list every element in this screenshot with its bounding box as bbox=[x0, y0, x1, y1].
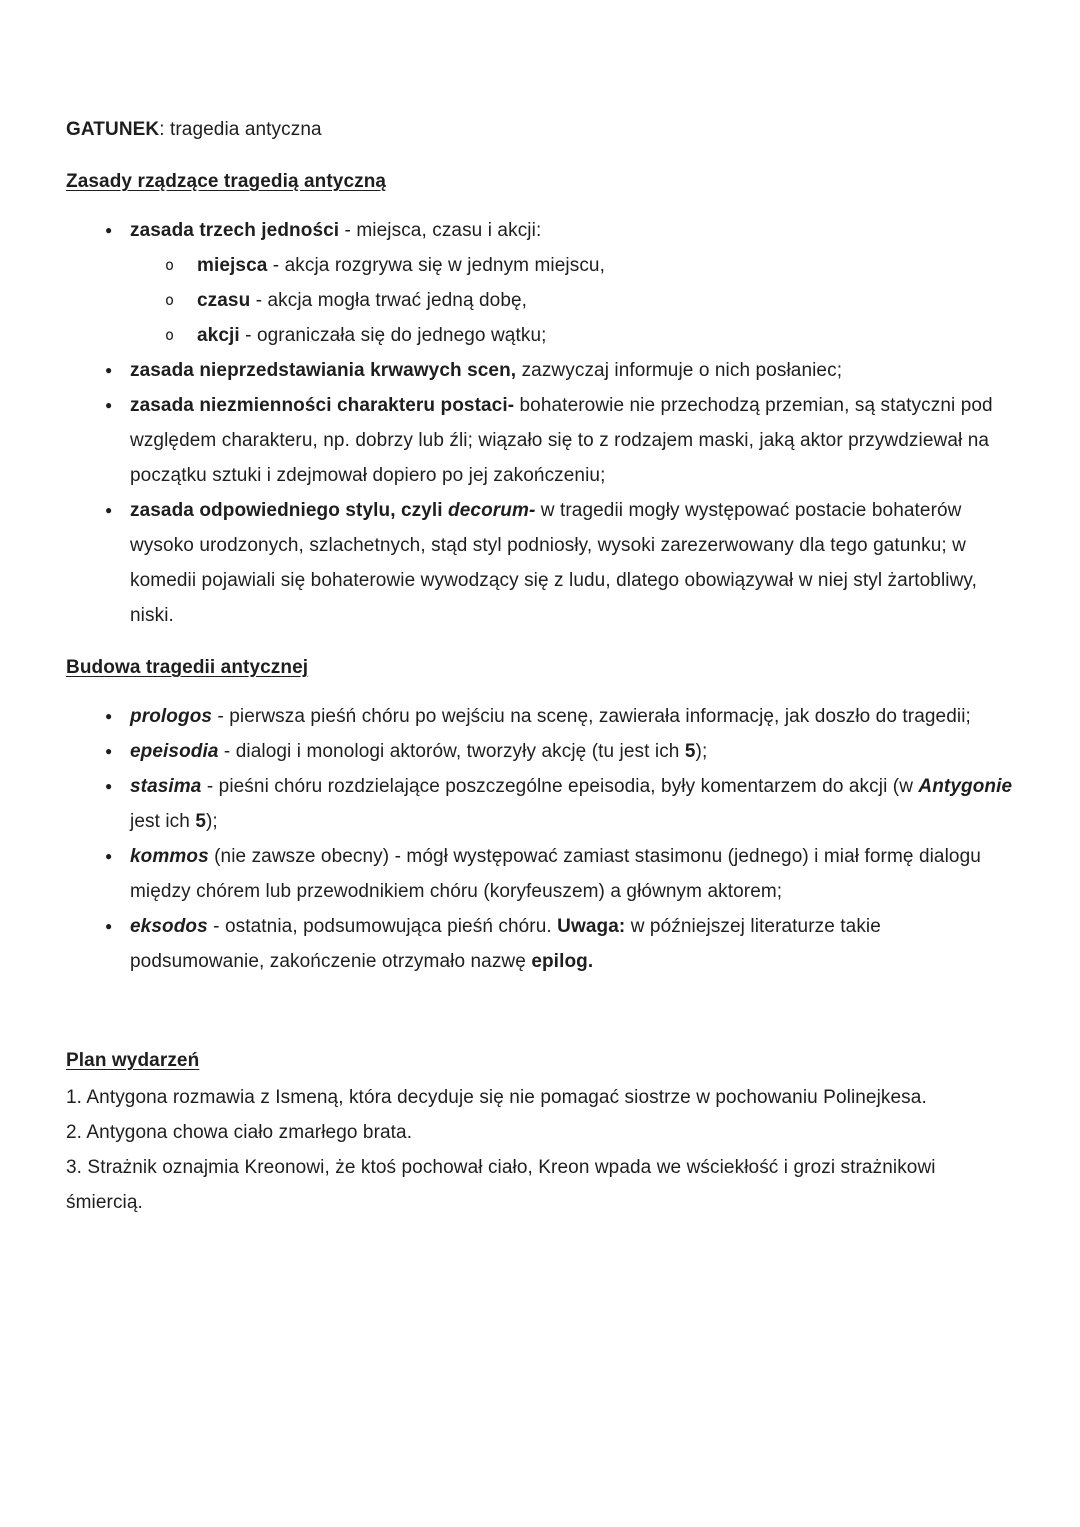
sub-list-item-text bbox=[197, 318, 1014, 353]
text-run: Uwaga: bbox=[557, 916, 626, 937]
text-run: zasada trzech jedności bbox=[130, 220, 340, 241]
list-item-text bbox=[130, 734, 1014, 769]
sub-list-item bbox=[165, 318, 1014, 353]
text-run: jest ich bbox=[130, 811, 196, 832]
list-item-text bbox=[130, 493, 1014, 633]
plan-paragraphs bbox=[66, 1080, 1014, 1220]
text-run: zasada odpowiedniego stylu, czyli bbox=[130, 500, 449, 521]
text-run: akcji bbox=[197, 325, 240, 346]
list-item-text bbox=[130, 839, 1014, 909]
genre-line bbox=[66, 112, 1014, 147]
sub-list-item-text bbox=[197, 248, 1014, 283]
plan-item: 2. Antygona chowa ciało zmarłego brata. bbox=[66, 1122, 413, 1143]
text-run: prologos bbox=[130, 706, 213, 727]
list-item bbox=[66, 493, 1014, 633]
text-run: epeisodia bbox=[130, 741, 219, 762]
bullet-disc-icon: ● bbox=[105, 849, 113, 863]
list-item-text bbox=[130, 388, 1014, 493]
text-run: miejsca bbox=[197, 255, 268, 276]
text-run: zazwyczaj informuje o nich posłaniec; bbox=[516, 360, 843, 381]
section-heading-zasady: Zasady rządzące tragedią antyczną bbox=[66, 171, 387, 192]
list-item bbox=[66, 734, 1014, 769]
plan-item: 1. Antygona rozmawia z Ismeną, która decyduje się nie pomagać siostrze w pochowaniu Polinejkesa. bbox=[66, 1087, 927, 1108]
sub-list-item bbox=[165, 248, 1014, 283]
bullet-circle-icon: o bbox=[165, 291, 175, 309]
bullet-disc-icon: ● bbox=[105, 919, 113, 933]
structure-list bbox=[66, 699, 1014, 979]
bullet-disc-icon: ● bbox=[105, 709, 113, 723]
text-run: - ostatnia, podsumowująca pieśń chóru. bbox=[207, 916, 558, 937]
list-item-text bbox=[130, 213, 1014, 248]
bullet-disc-icon: ● bbox=[105, 363, 113, 377]
list-item bbox=[66, 388, 1014, 493]
text-run: decorum- bbox=[448, 500, 536, 521]
text-run: 5 bbox=[195, 811, 206, 832]
text-run: bohaterowie nie przechodzą przemian, są statyczni pod względem charakteru, np. dobrzy lub źli; wiązało się to z rodzajem maski, jaką aktor przywdziewał na początku sztuki i zdejmował dopiero po jej zakończeniu; bbox=[130, 395, 993, 486]
text-run: 5 bbox=[684, 741, 696, 762]
text-run: GATUNEK bbox=[66, 119, 160, 140]
list-item bbox=[66, 353, 1014, 388]
rules-sublist bbox=[165, 248, 1014, 353]
text-run: zasada niezmienności charakteru postaci- bbox=[130, 395, 515, 416]
list-item-text bbox=[130, 699, 1014, 734]
text-run: w późniejszej literaturze takie podsumowanie, zakończenie otrzymało nazwę bbox=[130, 916, 881, 972]
sub-list-item-text bbox=[197, 283, 1014, 318]
list-item bbox=[66, 839, 1014, 909]
list-item-text bbox=[130, 769, 1014, 839]
text-run: - akcja mogła trwać jedną dobę, bbox=[250, 290, 528, 311]
list-item-text bbox=[130, 909, 1014, 979]
bullet-disc-icon: ● bbox=[105, 223, 113, 237]
text-run: - miejsca, czasu i akcji: bbox=[339, 220, 542, 241]
text-run: eksodos bbox=[130, 916, 208, 937]
bullet-disc-icon: ● bbox=[105, 398, 113, 412]
list-item-content bbox=[130, 213, 1014, 353]
text-run: stasima bbox=[130, 776, 202, 797]
text-run: - dialogi i monologi aktorów, tworzyły akcję (tu jest ich bbox=[218, 741, 685, 762]
list-item bbox=[66, 699, 1014, 734]
bullet-disc-icon: ● bbox=[105, 779, 113, 793]
sub-list-item bbox=[165, 283, 1014, 318]
list-item bbox=[66, 909, 1014, 979]
text-run: zasada nieprzedstawiania krwawych scen, bbox=[130, 360, 517, 381]
rules-list bbox=[66, 213, 1014, 633]
section-heading-budowa: Budowa tragedii antycznej bbox=[66, 657, 309, 678]
text-run: ); bbox=[206, 811, 218, 832]
list-item bbox=[66, 769, 1014, 839]
text-run: - pieśni chóru rozdzielające poszczególne epeisodia, były komentarzem do akcji (w bbox=[201, 776, 919, 797]
text-run: ); bbox=[695, 741, 708, 762]
plan-item: 3. Strażnik oznajmia Kreonowi, że ktoś pochował ciało, Kreon wpada we wściekłość i grozi strażnikowi śmiercią. bbox=[66, 1157, 936, 1213]
bullet-disc-icon: ● bbox=[105, 744, 113, 758]
bullet-circle-icon: o bbox=[165, 326, 175, 344]
text-run: w tragedii mogły występować postacie bohaterów wysoko urodzonych, szlachetnych, stąd styl podniosły, wysoki zarezerwowany dla tego gatunku; w komedii pojawiali się bohaterowie wywodzący się z ludu, dlatego obowiązywał w niej styl żartobliwy, niski. bbox=[130, 500, 977, 626]
text-run: kommos bbox=[130, 846, 209, 867]
text-run: - akcja rozgrywa się w jednym miejscu, bbox=[267, 255, 605, 276]
section-heading-plan: Plan wydarzeń bbox=[66, 1050, 200, 1071]
text-run: - ograniczała się do jednego wątku; bbox=[239, 325, 547, 346]
text-run: (nie zawsze obecny) - mógł występować zamiast stasimonu (jednego) i miał formę dialogu między chórem lub przewodnikiem chóru (koryfeuszem) a głównym aktorem; bbox=[130, 846, 981, 902]
text-run: epilog. bbox=[531, 951, 594, 972]
text-run: Antygonie bbox=[918, 776, 1013, 797]
list-item-text bbox=[130, 353, 1014, 388]
text-run: - pierwsza pieśń chóru po wejściu na scenę, zawierała informację, jak doszło do tragedii; bbox=[212, 706, 971, 727]
text-run: czasu bbox=[197, 290, 251, 311]
text-run: : tragedia antyczna bbox=[159, 119, 322, 140]
list-item bbox=[66, 213, 1014, 353]
bullet-disc-icon: ● bbox=[105, 503, 113, 517]
bullet-circle-icon: o bbox=[165, 256, 175, 274]
